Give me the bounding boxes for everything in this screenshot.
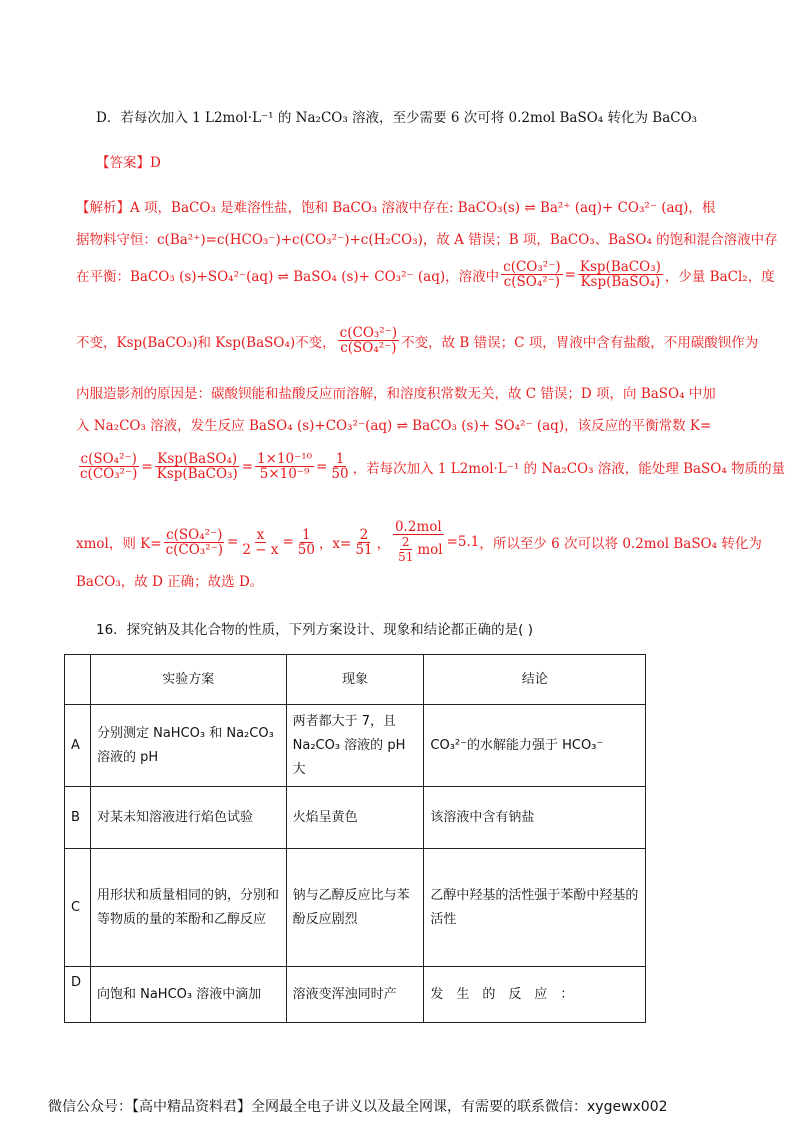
frac-den: 2 − x bbox=[242, 541, 279, 558]
frac-den: Ksp(BaSO₄) bbox=[580, 274, 661, 290]
question-16: 16．探究钠及其化合物的性质，下列方案设计、现象和结论都正确的是( ) bbox=[96, 622, 534, 638]
analysis-line-8-tail: ，所以至少 6 次可以将 0.2mol BaSO₄ 转化为 bbox=[479, 536, 762, 552]
equals-sign: = bbox=[564, 266, 576, 283]
frac-num: c(SO₄²⁻) bbox=[166, 526, 223, 543]
header-cell bbox=[65, 655, 91, 705]
analysis-line-6: 入 Na₂CO₃ 溶液，发生反应 BaSO₄ (s)+CO₃²⁻(aq) ⇌ BaCO₃ (s)+ SO₄²⁻ (aq)，该反应的平衡常数 K= bbox=[76, 418, 712, 434]
equals-sign: = bbox=[141, 458, 153, 475]
frac-num: 1 bbox=[335, 451, 345, 467]
analysis-line-2: 据物料守恒：c(Ba²⁺)=c(HCO₃⁻)+c(CO₃²⁻)+c(H₂CO₃)，故 A 错误；B 项，BaCO₃、BaSO₄ 的饱和混合溶液中存 bbox=[76, 232, 778, 248]
frac-num: Ksp(BaCO₃) bbox=[579, 259, 661, 275]
table-cell: 该溶液中含有钠盐 bbox=[424, 787, 646, 849]
analysis-line-7 bbox=[76, 452, 785, 481]
frac-num: 2 bbox=[401, 535, 410, 549]
result-value: =5.1 bbox=[446, 534, 480, 550]
table-cell: 对某未知溶液进行焰色试验 bbox=[90, 787, 286, 849]
frac-den: Ksp(BaCO₃) bbox=[156, 466, 238, 482]
frac-num: x bbox=[256, 526, 265, 543]
table-cell: 钠与乙醇反应比与苯酚反应剧烈 bbox=[286, 849, 424, 967]
header-cell: 结论 bbox=[424, 655, 646, 705]
row-label: B bbox=[65, 787, 91, 849]
analysis-line-1: 【解析】A 项，BaCO₃ 是难溶性盐，饱和 BaCO₃ 溶液中存在: BaCO₃(s) ⇌ Ba²⁺ (aq)+ CO₃²⁻ (aq)，根 bbox=[76, 200, 716, 216]
option-d-text: D．若每次加入 1 L2mol·L⁻¹ 的 Na₂CO₃ 溶液，至少需要 6 次可将 0.2mol BaSO₄ 转化为 BaCO₃ bbox=[96, 110, 698, 126]
fraction-2-51-inner bbox=[396, 535, 415, 564]
analysis-line-3-tail: ，少量 BaCl₂，度 bbox=[664, 268, 775, 285]
frac-num: c(CO₃²⁻) bbox=[503, 259, 561, 275]
footer-note: 微信公众号：【高中精品资料君】全网最全电子讲义以及最全网课，有需要的联系微信：xygewx002 bbox=[48, 1099, 668, 1115]
frac-den: c(CO₃²⁻) bbox=[165, 541, 224, 558]
table-cell: 火焰呈黄色 bbox=[286, 787, 424, 849]
analysis-line-8 bbox=[76, 520, 762, 564]
fraction-so4-co3 bbox=[78, 452, 139, 481]
fraction-x bbox=[240, 528, 280, 557]
frac-den: 50 bbox=[297, 541, 315, 558]
table-cell: 发 生 的 反 应 ： bbox=[424, 967, 646, 1023]
equals-sign: = bbox=[241, 458, 254, 475]
analysis-line-5: 内服造影剂的原因是：碳酸钡能和盐酸反应而溶解，和溶度积常数无关，故 C 错误；D 项，向 BaSO₄ 中加 bbox=[76, 386, 716, 402]
row-label: A bbox=[65, 705, 91, 787]
table-cell: 溶液变浑浊同时产 bbox=[286, 967, 424, 1023]
equals-sign: = bbox=[227, 534, 239, 550]
fraction-moles bbox=[392, 520, 445, 564]
frac-den: 50 bbox=[331, 466, 349, 482]
header-cell: 现象 bbox=[286, 655, 424, 705]
table-row bbox=[65, 967, 646, 1023]
frac-den: c(CO₃²⁻) bbox=[80, 466, 138, 482]
fraction-1-50-b bbox=[296, 528, 317, 557]
fraction-ksp bbox=[578, 260, 663, 289]
frac-num: c(CO₃²⁻) bbox=[339, 325, 398, 341]
x-equals: ，x= bbox=[318, 536, 352, 552]
frac-den: 51 bbox=[398, 550, 414, 564]
frac-num: 1 bbox=[302, 526, 311, 543]
comma: ， bbox=[376, 536, 391, 552]
frac-den: c(SO₄²⁻) bbox=[503, 274, 561, 290]
frac-den: 5×10⁻⁹ bbox=[259, 466, 310, 482]
frac-den bbox=[392, 535, 445, 564]
row-label: D bbox=[65, 967, 91, 1023]
fraction-co3-so4-2 bbox=[338, 326, 399, 355]
analysis-line-3-text: 在平衡：BaCO₃ (s)+SO₄²⁻(aq) ⇌ BaSO₄ (s)+ CO₃²⁻ (aq)，溶液中 bbox=[76, 268, 500, 285]
frac-den: c(SO₄²⁻) bbox=[340, 340, 397, 356]
table-cell: 用形状和质量相同的钠，分别和等物质的量的苯酚和乙醇反应 bbox=[90, 849, 286, 967]
fraction-values bbox=[255, 452, 314, 481]
frac-num: 2 bbox=[359, 526, 369, 543]
row-label: C bbox=[65, 849, 91, 967]
table-cell: 分别测定 NaHCO₃ 和 Na₂CO₃ 溶液的 pH bbox=[90, 705, 286, 787]
table-row bbox=[65, 787, 646, 849]
equals-sign: = bbox=[316, 458, 328, 475]
equals-sign: = bbox=[282, 534, 294, 550]
frac-num: 0.2mol bbox=[394, 519, 442, 535]
mol-unit: mol bbox=[417, 541, 443, 558]
fraction-so4-co3-2 bbox=[164, 528, 225, 557]
fraction-1-50 bbox=[329, 452, 350, 481]
header-cell: 实验方案 bbox=[90, 655, 286, 705]
frac-den: 51 bbox=[355, 541, 373, 558]
frac-num: Ksp(BaSO₄) bbox=[157, 451, 238, 467]
table-header-row bbox=[65, 655, 646, 705]
analysis-line-4-tail: 不变，故 B 错误；C 项，胃液中含有盐酸，不用碳酸钡作为 bbox=[401, 334, 759, 351]
analysis-line-4 bbox=[76, 326, 758, 355]
table-cell: 两者都大于 7，且 Na₂CO₃ 溶液的 pH 大 bbox=[286, 705, 424, 787]
table-cell: 向饱和 NaHCO₃ 溶液中滴加 bbox=[90, 967, 286, 1023]
fraction-2-51 bbox=[353, 528, 374, 557]
table-row bbox=[65, 705, 646, 787]
analysis-line-9: BaCO₃，故 D 正确；故选 D。 bbox=[76, 574, 264, 590]
experiment-table bbox=[64, 654, 646, 1023]
analysis-line-7-tail: ，若每次加入 1 L2mol·L⁻¹ 的 Na₂CO₃ 溶液，能处理 BaSO₄ 物质的量 bbox=[352, 460, 786, 477]
fraction-ksp-2 bbox=[155, 452, 240, 481]
table-cell: CO₃²⁻的水解能力强于 HCO₃⁻ bbox=[424, 705, 646, 787]
frac-num: 1×10⁻¹⁰ bbox=[257, 451, 313, 467]
answer-label: 【答案】D bbox=[96, 155, 161, 171]
analysis-line-4-text: 不变，Ksp(BaCO₃)和 Ksp(BaSO₄)不变， bbox=[76, 334, 336, 351]
frac-num: c(SO₄²⁻) bbox=[80, 451, 137, 467]
analysis-line-3 bbox=[76, 260, 775, 289]
table-row bbox=[65, 849, 646, 967]
table-cell: 乙醇中羟基的活性强于苯酚中羟基的活性 bbox=[424, 849, 646, 967]
analysis-line-8-text: xmol，则 K= bbox=[76, 536, 162, 552]
fraction-co3-so4 bbox=[501, 260, 562, 289]
